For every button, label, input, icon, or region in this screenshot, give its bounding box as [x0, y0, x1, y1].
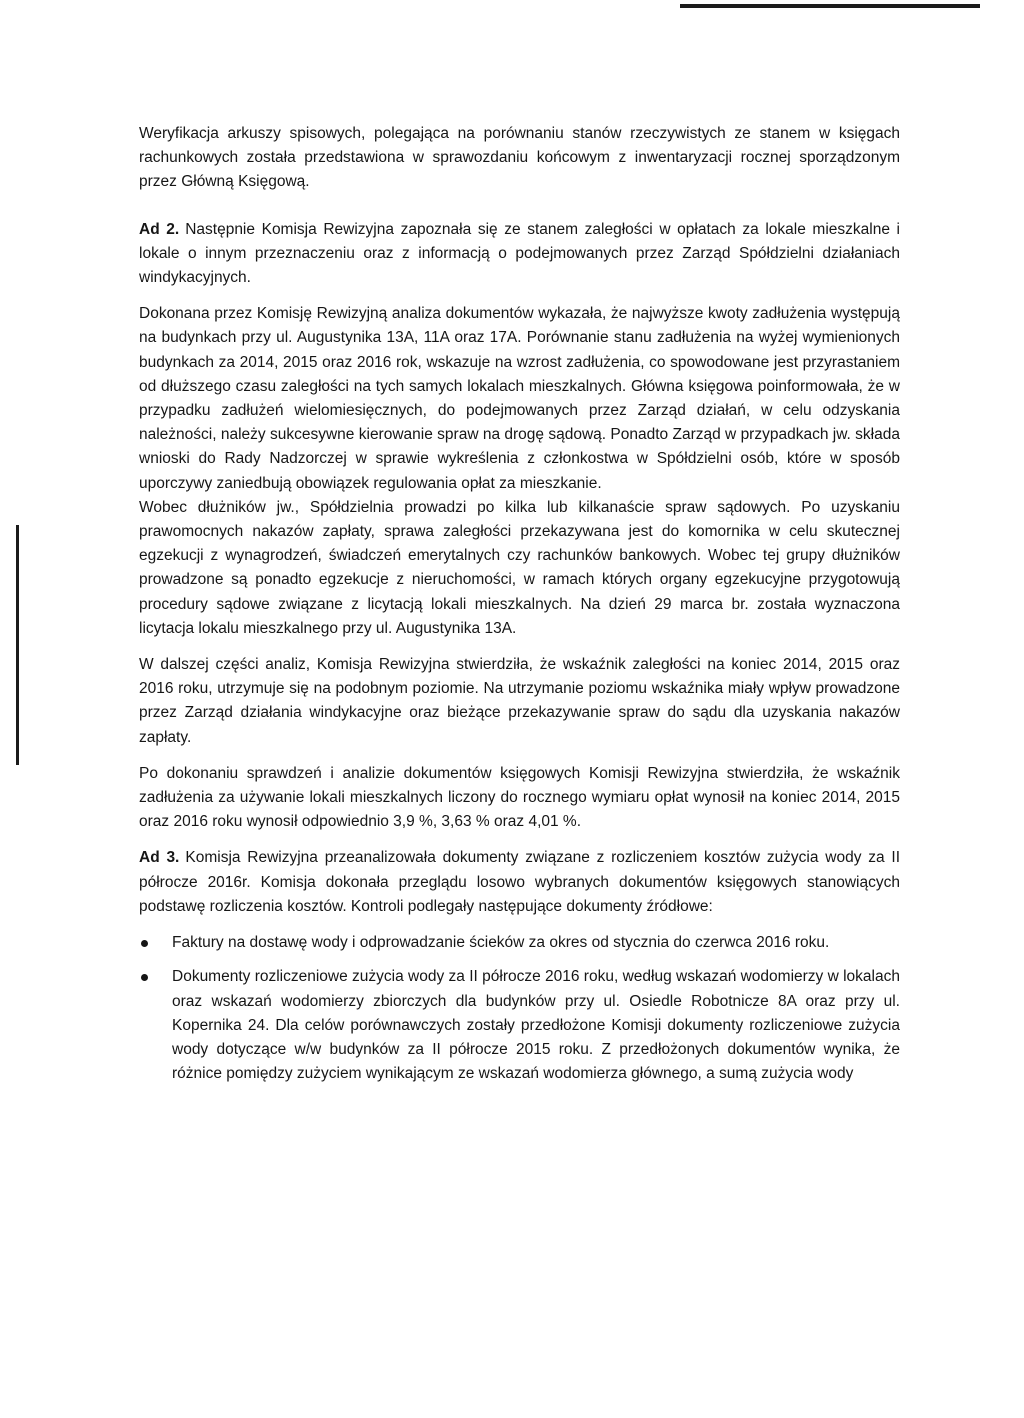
bullet-icon — [141, 974, 148, 981]
list-item — [139, 965, 900, 1086]
scan-edge-mark-left — [16, 525, 19, 765]
source-documents-list — [139, 931, 900, 1086]
paragraph-inventory-verification: Weryfikacja arkuszy spisowych, polegająca na porównaniu stanów rzeczywistych ze stanem w księgach rachunkowych została przedstawiona w sprawozdaniu końcowym z inwentaryzacji rocznej sporządzonym przez Główną Księgową. — [139, 125, 900, 191]
section-label-ad3: Ad 3. — [139, 849, 180, 867]
paragraph-arrears-indicator: W dalszej części analiz, Komisja Rewizyjna stwierdziła, że wskaźnik zaległości na koniec 2014, 2015 oraz 2016 roku, utrzymuje się na podobnym poziomie. Na utrzymanie poziomu wskaźnika miały wpływ prowadzone przez Zarząd działania windykacyjne oraz bieżące przekazywanie spraw do sądu dla uzyskania nakazów zapłaty. — [139, 656, 900, 746]
document-page — [139, 122, 900, 1096]
section-label-ad2: Ad 2. — [139, 220, 180, 238]
section-ad2-text: Następnie Komisja Rewizyjna zapoznała się ze stanem zaległości w opłatach za lokale mieszkalne i lokale o innym przeznaczeniu oraz z informacją o podejmowanych przez Zarząd Spółdzielni działaniach windykacyjnych. — [139, 220, 900, 287]
scan-edge-mark-top — [680, 4, 980, 8]
section-ad3-text: Komisja Rewizyjna przeanalizowała dokumenty związane z rozliczeniem kosztów zużycia wody za II półrocze 2016r. Komisja dokonała przeglądu losowo wybranych dokumentów księgowych stanowiących podstawę rozliczenia kosztów. Kontroli podlegały następujące dokumenty źródłowe: — [139, 849, 900, 915]
list-item-text: Dokumenty rozliczeniowe zużycia wody za II półrocze 2016 roku, według wskazań wodomierzy w lokalach oraz wskazań wodomierzy zbiorczych dla budynków przy ul. Osiedle Robotnicze 8A oraz przy ul. Kopernika 24. Dla celów porównawczych zostały przedłożone Komisji dokumenty rozliczeniowe zużycia wody dotyczące w/w budynków za II półrocze 2015 roku. Z przedłożonych dokumentów wynika, że różnice pomiędzy zużyciem wynikającym ze wskazań wodomierza głównego, a sumą zużycia wody — [172, 968, 900, 1083]
bullet-icon — [141, 940, 148, 947]
list-item-text: Faktury na dostawę wody i odprowadzanie ścieków za okres od stycznia do czerwca 2016 roku. — [172, 934, 830, 952]
paragraph-debt-analysis: Dokonana przez Komisję Rewizyjną analiza dokumentów wykazała, że najwyższe kwoty zadłużenia występują na budynkach przy ul. Augustynika 13A, 11A oraz 17A. Porównanie stanu zadłużenia na wyżej wymienionych budynkach za 2014, 2015 oraz 2016 rok, wskazuje na wzrost zadłużenia, co spowodowane jest przyrastaniem od dłuższego czasu zaległości na tych samych lokalach mieszkalnych. Główna księgowa poinformowała, że w przypadku zadłużeń wielomiesięcznych, do podejmowanych przez Zarząd działań, w celu odzyskania należności, należy sukcesywne kierowanie spraw na drogę sądową. Ponadto Zarząd w przypadkach jw. składa wnioski do Rady Nadzorczej w sprawie wykreślenia z członkostwa w Spółdzielni osób, które w sposób uporczywy zaniedbują obowiązek regulowania opłat za mieszkanie. — [139, 305, 900, 492]
section-ad3 — [139, 846, 900, 919]
section-ad2 — [139, 218, 900, 291]
paragraph-court-cases: Wobec dłużników jw., Spółdzielnia prowadzi po kilka lub kilkanaście spraw sądowych. Po uzyskaniu prawomocnych nakazów zapłaty, sprawa zaległości przekazywana jest do komornika w celu skutecznej egzekucji z wynagrodzeń, świadczeń emerytalnych czy rachunków bankowych. Wobec tej grupy dłużników prowadzone są ponadto egzekucje z nieruchomości, w ramach których organy egzekucyjne przygotowują procedury sądowe związane z licytacją lokali mieszkalnych. Na dzień 29 marca br. została wyznaczona licytacja lokalu mieszkalnego przy ul. Augustynika 13A. — [139, 498, 900, 637]
list-item — [139, 931, 900, 955]
paragraph-debt-ratio: Po dokonaniu sprawdzeń i analizie dokumentów księgowych Komisji Rewizyjna stwierdziła, że wskaźnik zadłużenia za używanie lokali mieszkalnych liczony do rocznego wymiaru opłat wynosił na koniec 2014, 2015 oraz 2016 roku wynosił odpowiednio 3,9 %, 3,63 % oraz 4,01 %. — [139, 764, 900, 831]
